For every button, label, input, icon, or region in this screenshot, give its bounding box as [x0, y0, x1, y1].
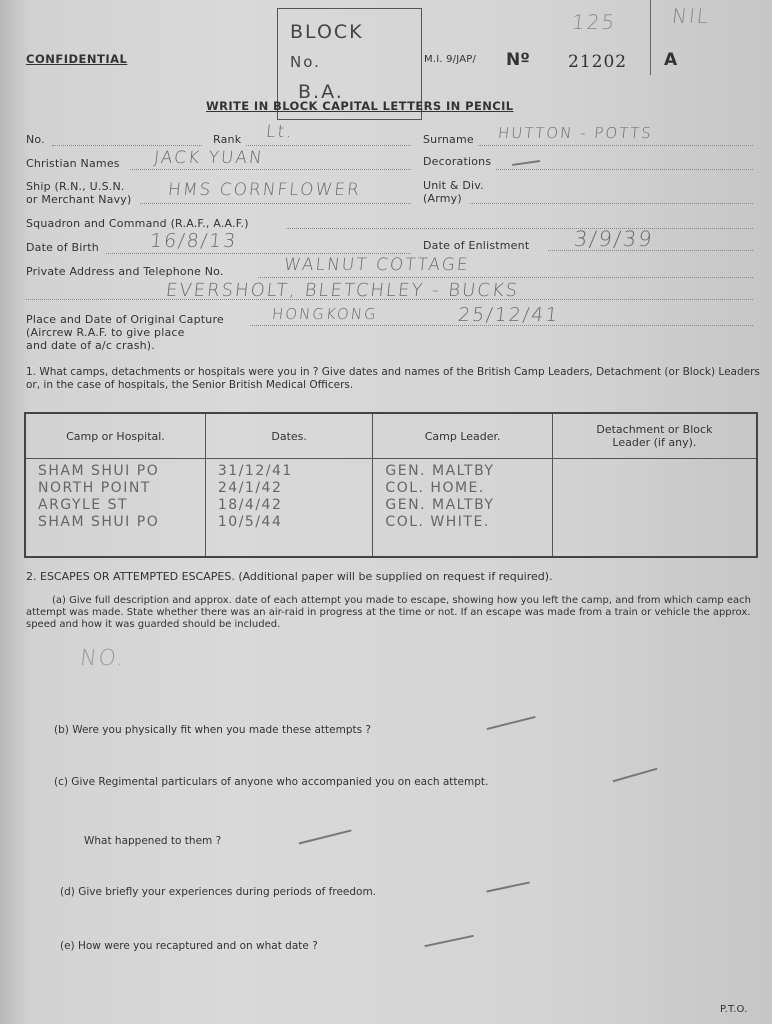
address-dotline-1 — [258, 277, 753, 278]
pto-label: P.T.O. — [720, 1004, 748, 1015]
no-label: No. — [26, 133, 45, 146]
no-line — [52, 145, 202, 146]
camp-date: 10/5/44 — [217, 514, 283, 530]
stamp-no-text: No. — [290, 53, 321, 71]
number-label: Nº — [506, 50, 530, 70]
surname-label: Surname — [423, 133, 474, 146]
camps-table-header — [25, 413, 757, 459]
stamp-ba-text: B.A. — [298, 81, 344, 103]
header-box-line — [650, 0, 651, 75]
section-2c-followup: What happened to them ? — [84, 835, 222, 847]
section-2e-dash — [424, 935, 473, 947]
decorations-line — [496, 169, 753, 170]
dob-value: 16/8/13 — [148, 230, 239, 252]
camps-table — [24, 412, 758, 558]
christian-names-value: JACK YUAN — [152, 148, 265, 168]
ship-label-2: or Merchant Navy) — [26, 193, 132, 206]
rank-label: Rank — [213, 133, 242, 146]
camp-name: SHAM SHUI PO — [38, 463, 160, 479]
camp-leader: COL. HOME. — [385, 480, 485, 496]
decorations-label: Decorations — [423, 155, 492, 168]
capture-label-3: and date of a/c crash). — [26, 339, 155, 352]
instruction-title: WRITE IN BLOCK CAPITAL LETTERS IN PENCIL — [206, 99, 514, 113]
section-2-heading: 2. ESCAPES OR ATTEMPTED ESCAPES. (Additional paper will be supplied on request if required). — [26, 570, 553, 583]
section-2c-followup-dash — [299, 829, 352, 844]
section-2d-text: (d) Give briefly your experiences during periods of freedom. — [60, 886, 377, 898]
capture-label: Place and Date of Original Capture — [26, 313, 224, 326]
decorations-dash — [512, 160, 540, 165]
unit-label: Unit & Div. — [423, 179, 484, 192]
pencil-note-125: 125 — [570, 10, 618, 34]
address-line2: EVERSHOLT, BLETCHLEY - BUCKS — [164, 280, 521, 301]
squadron-line — [286, 228, 753, 229]
camp-name: SHAM SHUI PO — [38, 514, 160, 530]
squadron-label: Squadron and Command (R.A.F., A.A.F.) — [26, 217, 249, 230]
camp-name: NORTH POINT — [38, 480, 151, 496]
section-2e-text: (e) How were you recaptured and on what date ? — [60, 940, 318, 952]
enlistment-label: Date of Enlistment — [423, 239, 530, 252]
section-2c-dash — [613, 768, 658, 782]
col-leader-header: Camp Leader. — [373, 413, 552, 459]
section-2b-text: (b) Were you physically fit when you made these attempts ? — [54, 724, 371, 736]
camp-leader: COL. WHITE. — [385, 514, 490, 530]
table-row — [25, 459, 757, 558]
christian-names-line — [130, 169, 411, 170]
capture-line — [250, 325, 753, 326]
dob-line — [106, 253, 411, 254]
camp-name: ARGYLE ST — [38, 497, 129, 513]
camp-leader: GEN. MALTBY — [385, 497, 495, 513]
surname-value: HUTTON - POTTS — [497, 124, 654, 142]
rank-line — [246, 145, 411, 146]
unit-line — [470, 203, 753, 204]
section-2b-dash — [487, 716, 536, 730]
section-2c-text: (c) Give Regimental particulars of anyone who accompanied you on each attempt. — [54, 776, 489, 788]
question-1-text: 1. What camps, detachments or hospitals were you in ? Give dates and names of the British Camp Leaders, Detachment (or Block) Leaders or, in the case of hospitals, the Senior British Medical Officers. — [26, 366, 760, 391]
camp-cell — [25, 459, 205, 558]
stamp-block-text: BLOCK — [290, 21, 364, 43]
capture-label-2: (Aircrew R.A.F. to give place — [26, 326, 185, 339]
dob-label: Date of Birth — [26, 241, 99, 254]
enlistment-line — [548, 250, 753, 251]
section-2d-dash — [486, 881, 529, 892]
camp-date: 18/4/42 — [217, 497, 283, 513]
unit-label-2: (Army) — [423, 192, 462, 205]
camp-date: 31/12/41 — [217, 463, 293, 479]
address-label: Private Address and Telephone No. — [26, 265, 224, 278]
col-dates-header: Dates. — [205, 413, 373, 459]
col-detachment-header: Detachment or Block Leader (if any). — [552, 413, 757, 459]
rank-value: Lt. — [264, 122, 295, 142]
surname-line — [478, 145, 753, 146]
ship-value: HMS CORNFLOWER — [166, 180, 362, 200]
ship-line — [140, 203, 411, 204]
ship-label: Ship (R.N., U.S.N. — [26, 180, 125, 193]
col-camp-header: Camp or Hospital. — [25, 413, 205, 459]
address-line1: WALNUT COTTAGE — [282, 255, 471, 275]
detachment-cell — [552, 459, 757, 558]
camp-date: 24/1/42 — [217, 480, 283, 496]
pencil-note-nil: NIL — [670, 4, 712, 28]
leader-cell — [373, 459, 552, 558]
form-code: M.I. 9/JAP/ — [424, 54, 477, 65]
camp-leader: GEN. MALTBY — [385, 463, 495, 479]
section-2a-text: (a) Give full description and approx. date of each attempt you made to escape, showing how you left the camp, and from which camp each attempt was made. State whether there was an air-raid in progress at the time or not. If an escape was made from a train or vehicle the approx. speed and how it was guarded should be included. — [26, 595, 752, 630]
capture-place: HONGKONG — [271, 305, 379, 323]
form-number: 21202 — [568, 52, 628, 72]
enlistment-value: 3/9/39 — [572, 227, 655, 251]
christian-names-label: Christian Names — [26, 157, 120, 170]
dates-cell — [205, 459, 373, 558]
address-dotline-2 — [26, 299, 753, 300]
form-suffix: A — [664, 50, 678, 70]
section-2a-answer: NO. — [78, 646, 128, 671]
capture-date: 25/12/41 — [456, 304, 561, 326]
confidential-label: CONFIDENTIAL — [26, 52, 128, 66]
